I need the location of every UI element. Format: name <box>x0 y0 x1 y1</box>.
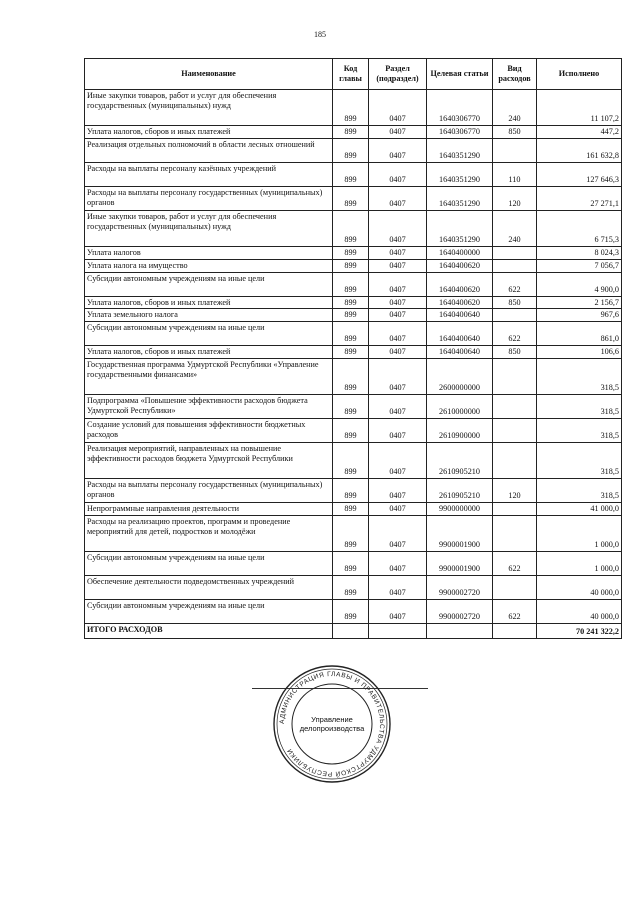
row-code: 899 <box>333 419 369 443</box>
row-article: 1640351290 <box>427 162 493 186</box>
row-kind: 120 <box>493 479 537 503</box>
row-code: 899 <box>333 90 369 126</box>
table-row <box>85 419 622 443</box>
row-done: 1 000,0 <box>537 515 622 551</box>
row-done: 318,5 <box>537 359 622 395</box>
row-article: 2610905210 <box>427 479 493 503</box>
row-kind <box>493 138 537 162</box>
row-article: 1640351290 <box>427 186 493 210</box>
row-kind: 622 <box>493 322 537 346</box>
table-header-row <box>85 59 622 90</box>
row-kind: 622 <box>493 272 537 296</box>
row-name: Субсидии автономным учреждениям на иные цели <box>85 322 333 346</box>
row-kind: 240 <box>493 210 537 246</box>
row-kind: 850 <box>493 346 537 359</box>
row-name: Реализация мероприятий, направленных на повышение эффективности расходов бюджета Удмуртской Республики <box>85 443 333 479</box>
row-done: 8 024,3 <box>537 246 622 259</box>
row-kind <box>493 246 537 259</box>
seal-center-text <box>298 716 366 733</box>
row-done: 7 056,7 <box>537 259 622 272</box>
seal-center-line2: делопроизводства <box>299 723 365 733</box>
row-done: 6 715,3 <box>537 210 622 246</box>
row-section: 0407 <box>369 309 427 322</box>
row-code: 899 <box>333 479 369 503</box>
header-kind: Вид расходов <box>493 59 537 90</box>
header-section: Раздел (подраздел) <box>369 59 427 90</box>
row-done: 861,0 <box>537 322 622 346</box>
table-row <box>85 359 622 395</box>
header-code: Код главы <box>333 59 369 90</box>
row-kind: 110 <box>493 162 537 186</box>
row-name: Непрограммные направления деятельности <box>85 503 333 516</box>
table-row <box>85 322 622 346</box>
row-article: 1640400640 <box>427 322 493 346</box>
row-code: 899 <box>333 138 369 162</box>
row-section: 0407 <box>369 346 427 359</box>
row-section: 0407 <box>369 503 427 516</box>
row-done: 106,6 <box>537 346 622 359</box>
row-article: 9900002720 <box>427 599 493 623</box>
row-section: 0407 <box>369 138 427 162</box>
row-code: 899 <box>333 395 369 419</box>
total-empty-cell <box>369 623 427 638</box>
row-code: 899 <box>333 443 369 479</box>
table-row <box>85 126 622 139</box>
row-article: 1640400640 <box>427 346 493 359</box>
seal-center-line1: Управление <box>311 715 353 724</box>
table-row <box>85 346 622 359</box>
row-kind <box>493 503 537 516</box>
row-code: 899 <box>333 551 369 575</box>
row-section: 0407 <box>369 126 427 139</box>
row-code: 899 <box>333 346 369 359</box>
row-code: 899 <box>333 515 369 551</box>
row-code: 899 <box>333 309 369 322</box>
row-done: 967,6 <box>537 309 622 322</box>
header-name: Наименование <box>85 59 333 90</box>
row-code: 899 <box>333 599 369 623</box>
row-article: 1640400620 <box>427 272 493 296</box>
row-article: 1640306770 <box>427 126 493 139</box>
table-row <box>85 90 622 126</box>
row-kind <box>493 259 537 272</box>
row-section: 0407 <box>369 551 427 575</box>
row-kind: 120 <box>493 186 537 210</box>
row-kind <box>493 309 537 322</box>
row-done: 161 632,8 <box>537 138 622 162</box>
row-code: 899 <box>333 126 369 139</box>
table-row <box>85 443 622 479</box>
row-section: 0407 <box>369 359 427 395</box>
row-name: Расходы на реализацию проектов, программ и проведение мероприятий для детей, подростков и молодёжи <box>85 515 333 551</box>
row-code: 899 <box>333 296 369 309</box>
row-done: 11 107,2 <box>537 90 622 126</box>
row-section: 0407 <box>369 246 427 259</box>
row-name: Обеспечение деятельности подведомственных учреждений <box>85 575 333 599</box>
row-done: 318,5 <box>537 419 622 443</box>
row-kind <box>493 443 537 479</box>
row-article: 1640400640 <box>427 309 493 322</box>
row-name: Создание условий для повышения эффективности бюджетных расходов <box>85 419 333 443</box>
row-code: 899 <box>333 246 369 259</box>
row-section: 0407 <box>369 395 427 419</box>
row-name: Расходы на выплаты персоналу государственных (муниципальных) органов <box>85 479 333 503</box>
row-section: 0407 <box>369 322 427 346</box>
total-label: ИТОГО РАСХОДОВ <box>85 623 333 638</box>
row-kind: 240 <box>493 90 537 126</box>
row-code: 899 <box>333 272 369 296</box>
row-kind <box>493 515 537 551</box>
total-empty-cell <box>333 623 369 638</box>
row-name: Уплата налогов <box>85 246 333 259</box>
table-row <box>85 575 622 599</box>
row-kind: 622 <box>493 599 537 623</box>
row-done: 41 000,0 <box>537 503 622 516</box>
total-value: 70 241 322,2 <box>537 623 622 638</box>
header-article: Целевая статьи <box>427 59 493 90</box>
table-row <box>85 259 622 272</box>
row-kind <box>493 575 537 599</box>
row-article: 2610000000 <box>427 395 493 419</box>
header-done: Исполнено <box>537 59 622 90</box>
total-empty-cell <box>493 623 537 638</box>
row-done: 318,5 <box>537 395 622 419</box>
table-row <box>85 162 622 186</box>
row-article: 9900000000 <box>427 503 493 516</box>
row-code: 899 <box>333 322 369 346</box>
row-section: 0407 <box>369 479 427 503</box>
row-article: 1640400620 <box>427 296 493 309</box>
row-kind <box>493 395 537 419</box>
row-done: 2 156,7 <box>537 296 622 309</box>
table-row <box>85 515 622 551</box>
row-article: 1640351290 <box>427 138 493 162</box>
row-section: 0407 <box>369 599 427 623</box>
row-section: 0407 <box>369 186 427 210</box>
row-name: Уплата налогов, сборов и иных платежей <box>85 346 333 359</box>
table-row <box>85 551 622 575</box>
row-section: 0407 <box>369 575 427 599</box>
row-done: 1 000,0 <box>537 551 622 575</box>
row-name: Иные закупки товаров, работ и услуг для обеспечения государственных (муниципальных) нужд <box>85 210 333 246</box>
row-section: 0407 <box>369 296 427 309</box>
row-kind <box>493 359 537 395</box>
row-section: 0407 <box>369 162 427 186</box>
row-name: Уплата налогов, сборов и иных платежей <box>85 296 333 309</box>
row-name: Субсидии автономным учреждениям на иные цели <box>85 599 333 623</box>
row-done: 27 271,1 <box>537 186 622 210</box>
page-number: 185 <box>314 30 326 39</box>
row-code: 899 <box>333 575 369 599</box>
row-name: Уплата налога на имущество <box>85 259 333 272</box>
row-kind <box>493 419 537 443</box>
row-article: 1640306770 <box>427 90 493 126</box>
row-name: Подпрограмма «Повышение эффективности расходов бюджета Удмуртской Республики» <box>85 395 333 419</box>
official-seal <box>272 664 392 784</box>
row-article: 2610905210 <box>427 443 493 479</box>
row-code: 899 <box>333 259 369 272</box>
table-row <box>85 479 622 503</box>
row-name: Государственная программа Удмуртской Республики «Управление государственными финансами» <box>85 359 333 395</box>
row-code: 899 <box>333 210 369 246</box>
row-article: 1640400620 <box>427 259 493 272</box>
table-row <box>85 599 622 623</box>
row-done: 127 646,3 <box>537 162 622 186</box>
row-done: 40 000,0 <box>537 575 622 599</box>
row-name: Расходы на выплаты персоналу государственных (муниципальных) органов <box>85 186 333 210</box>
row-code: 899 <box>333 162 369 186</box>
row-kind: 850 <box>493 296 537 309</box>
row-done: 318,5 <box>537 479 622 503</box>
table-row <box>85 296 622 309</box>
row-kind: 622 <box>493 551 537 575</box>
row-article: 2610900000 <box>427 419 493 443</box>
table-row <box>85 186 622 210</box>
row-name: Уплата налогов, сборов и иных платежей <box>85 126 333 139</box>
table-row <box>85 309 622 322</box>
total-row <box>85 623 622 638</box>
row-article: 9900002720 <box>427 575 493 599</box>
table-row <box>85 503 622 516</box>
row-article: 2600000000 <box>427 359 493 395</box>
row-code: 899 <box>333 503 369 516</box>
row-code: 899 <box>333 359 369 395</box>
expenditure-table <box>84 58 622 639</box>
row-done: 318,5 <box>537 443 622 479</box>
row-name: Иные закупки товаров, работ и услуг для обеспечения государственных (муниципальных) нужд <box>85 90 333 126</box>
row-section: 0407 <box>369 210 427 246</box>
row-name: Уплата земельного налога <box>85 309 333 322</box>
table-row <box>85 395 622 419</box>
row-name: Реализация отдельных полномочий в области лесных отношений <box>85 138 333 162</box>
row-section: 0407 <box>369 419 427 443</box>
row-section: 0407 <box>369 259 427 272</box>
row-name: Субсидии автономным учреждениям на иные цели <box>85 272 333 296</box>
row-done: 4 900,0 <box>537 272 622 296</box>
seal-ring-text: АДМИНИСТРАЦИЯ ГЛАВЫ И ПРАВИТЕЛЬСТВА УДМУРТСКОЙ РЕСПУБЛИКИ <box>278 670 386 778</box>
row-done: 447,2 <box>537 126 622 139</box>
table-body <box>85 90 622 624</box>
row-section: 0407 <box>369 515 427 551</box>
row-section: 0407 <box>369 443 427 479</box>
table-row <box>85 210 622 246</box>
row-done: 40 000,0 <box>537 599 622 623</box>
row-section: 0407 <box>369 90 427 126</box>
total-empty-cell <box>427 623 493 638</box>
row-section: 0407 <box>369 272 427 296</box>
row-article: 9900001900 <box>427 551 493 575</box>
table-row <box>85 246 622 259</box>
row-article: 9900001900 <box>427 515 493 551</box>
row-code: 899 <box>333 186 369 210</box>
row-article: 1640351290 <box>427 210 493 246</box>
row-name: Субсидии автономным учреждениям на иные цели <box>85 551 333 575</box>
row-article: 1640400000 <box>427 246 493 259</box>
table-row <box>85 138 622 162</box>
row-name: Расходы на выплаты персоналу казённых учреждений <box>85 162 333 186</box>
table-row <box>85 272 622 296</box>
row-kind: 850 <box>493 126 537 139</box>
